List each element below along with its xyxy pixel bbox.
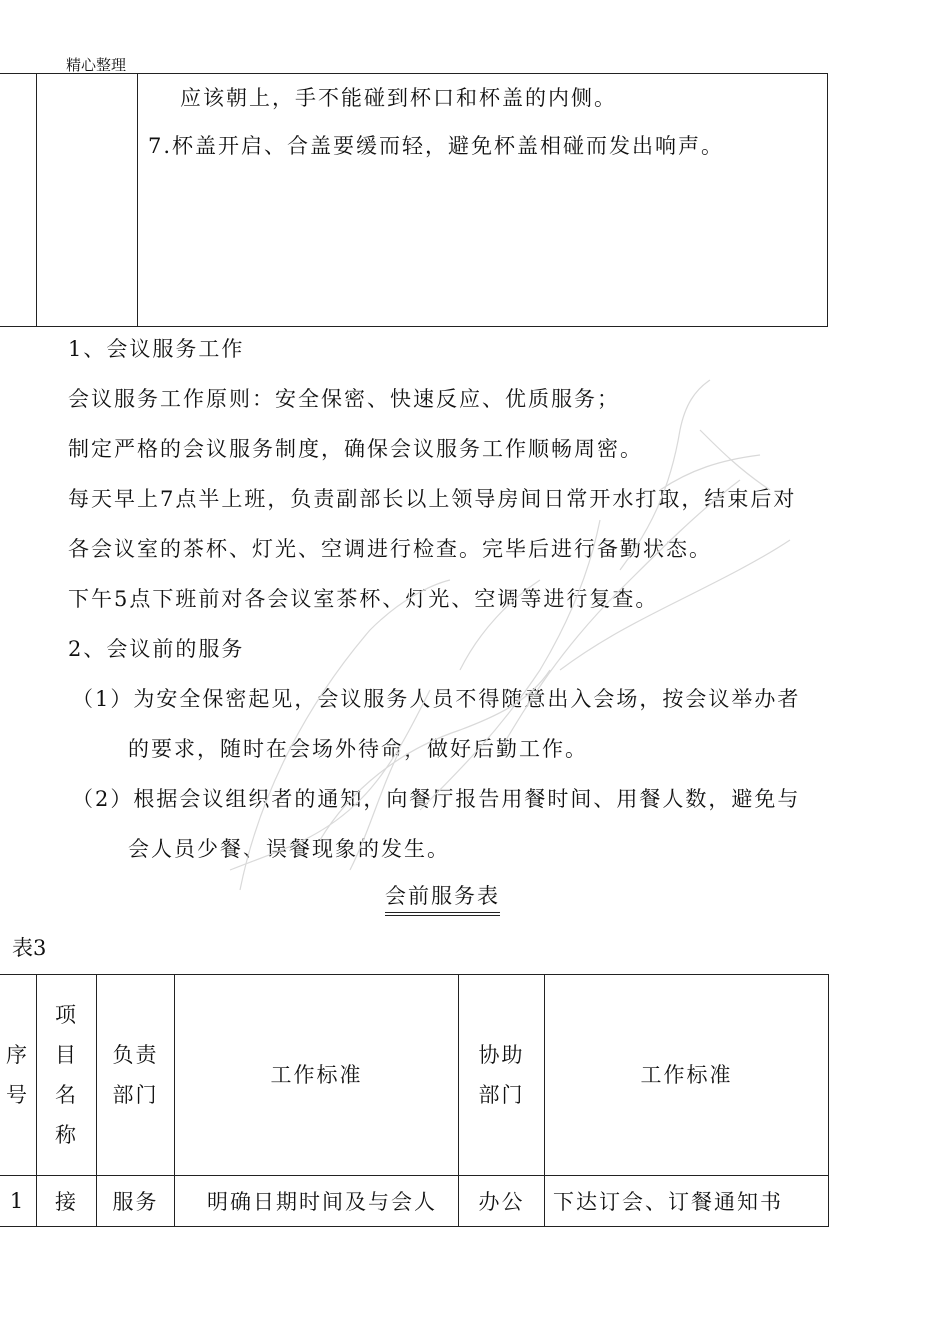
section1-paragraph-1: 会议服务工作原则：安全保密、快速反应、优质服务； <box>68 387 620 411</box>
header-standard-2: 工作标准 <box>545 975 829 1176</box>
section2-item-1b: 的要求，随时在会场外待命，做好后勤工作。 <box>128 737 588 761</box>
section2-item-2a: （2）根据会议组织者的通知，向餐厅报告用餐时间、用餐人数，避免与 <box>72 787 801 811</box>
header-standard-1: 工作标准 <box>175 975 459 1176</box>
section1-paragraph-4: 下午5点下班前对各会议室茶杯、灯光、空调等进行复查。 <box>68 587 659 611</box>
cell-item: 接 <box>37 1176 97 1227</box>
header-department: 负责 部门 <box>97 975 175 1176</box>
top-table-divider-1 <box>36 74 37 326</box>
section2-item-2b: 会人员少餐、误餐现象的发生。 <box>128 837 450 861</box>
section1-paragraph-3b: 各会议室的茶杯、灯光、空调进行检查。完毕后进行备勤状态。 <box>68 537 712 561</box>
cell-assist-department: 办公 <box>459 1176 545 1227</box>
section2-item-1a: （1）为安全保密起见，会议服务人员不得随意出入会场，按会议举办者 <box>72 687 801 711</box>
section1-heading: 1、会议服务工作 <box>68 337 245 361</box>
header-assist-department: 协助 部门 <box>459 975 545 1176</box>
header-no: 序 号 <box>0 975 37 1176</box>
section1-paragraph-2: 制定严格的会议服务制度，确保会议服务工作顺畅周密。 <box>68 437 643 461</box>
table-label: 表3 <box>12 936 47 960</box>
meeting-service-table <box>0 974 829 1227</box>
page-header: 精心整理 <box>66 56 127 74</box>
cell-standard-2: 下达订会、订餐通知书 <box>545 1176 829 1227</box>
cell-department: 服务 <box>97 1176 175 1227</box>
table-row <box>0 1176 829 1227</box>
top-table-line-2: 7.杯盖开启、合盖要缓而轻，避免杯盖相碰而发出响声。 <box>148 134 725 158</box>
section1-paragraph-3a: 每天早上7点半上班，负责副部长以上领导房间日常开水打取，结束后对 <box>68 487 797 511</box>
cell-standard-1: 明确日期时间及与会人 <box>175 1176 459 1227</box>
top-table-divider-2 <box>137 74 138 326</box>
cell-no: 1 <box>0 1176 37 1227</box>
top-table-line-1: 应该朝上，手不能碰到杯口和杯盖的内侧。 <box>180 86 617 110</box>
header-item: 项 目 名 称 <box>37 975 97 1176</box>
table-title: 会前服务表 <box>385 880 500 916</box>
table-header-row <box>0 975 829 1176</box>
section2-heading: 2、会议前的服务 <box>68 637 245 661</box>
